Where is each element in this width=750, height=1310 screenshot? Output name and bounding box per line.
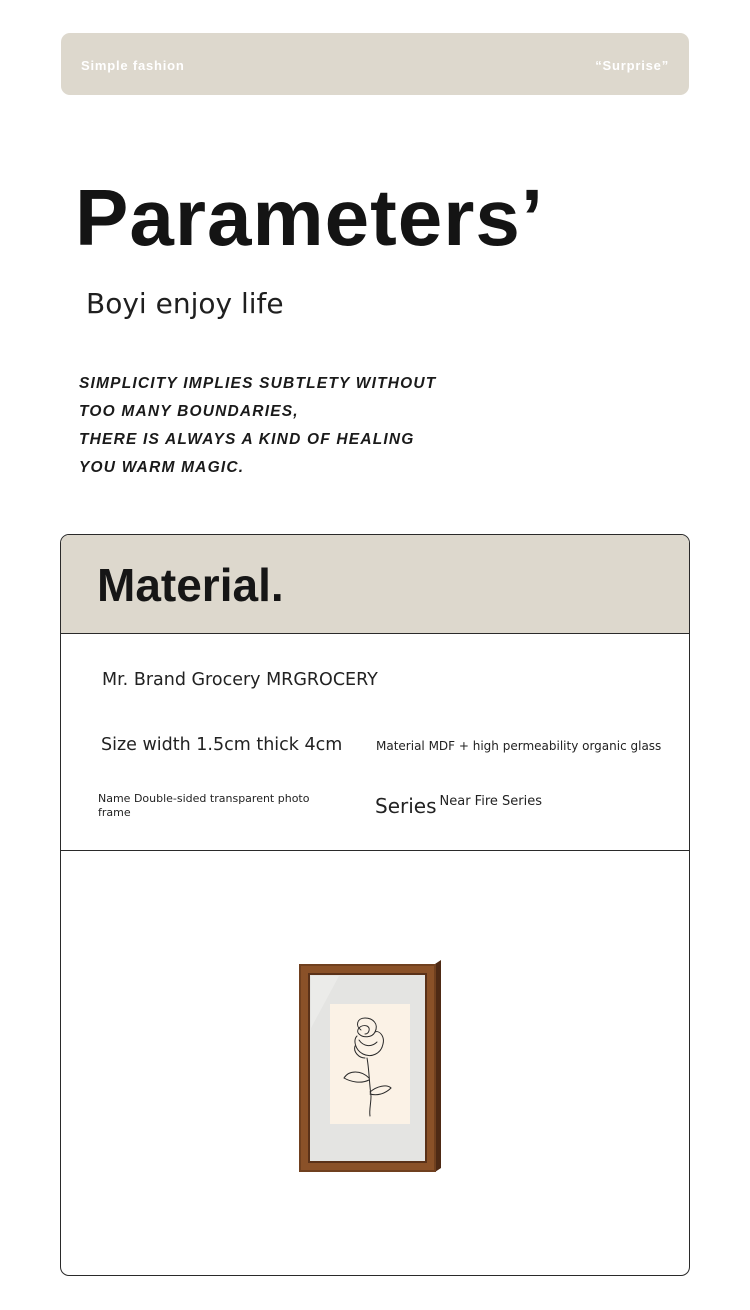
quote-line: THERE IS ALWAYS A KIND OF HEALING xyxy=(79,431,415,448)
spec-list xyxy=(61,634,689,851)
spec-name: Name Double-sided transparent photo frame xyxy=(98,792,310,819)
material-title: Material. xyxy=(97,559,284,611)
banner-left-text: Simple fashion xyxy=(81,58,185,73)
banner-right-text: “Surprise” xyxy=(595,58,669,73)
quote-line: YOU WARM MAGIC. xyxy=(79,459,245,476)
photo-frame-image xyxy=(299,958,444,1173)
spec-brand: Mr. Brand Grocery MRGROCERY xyxy=(102,670,378,690)
material-card xyxy=(60,534,690,1276)
product-image-area xyxy=(61,851,689,1275)
spec-material: Material MDF + high permeability organic glass xyxy=(376,739,662,753)
spec-size: Size width 1.5cm thick 4cm xyxy=(101,735,343,755)
top-banner xyxy=(61,33,689,95)
series-label: Series xyxy=(375,794,437,818)
spec-series xyxy=(375,794,542,818)
material-header xyxy=(61,535,689,634)
page-subtitle: Boyi enjoy life xyxy=(86,287,284,320)
quote-line: SIMPLICITY IMPLIES SUBTLETY WITHOUT xyxy=(79,375,437,392)
tagline-quote xyxy=(79,370,436,482)
series-value: Near Fire Series xyxy=(439,794,542,809)
quote-line: TOO MANY BOUNDARIES, xyxy=(79,403,299,420)
page-title: Parameters’ xyxy=(75,173,545,262)
